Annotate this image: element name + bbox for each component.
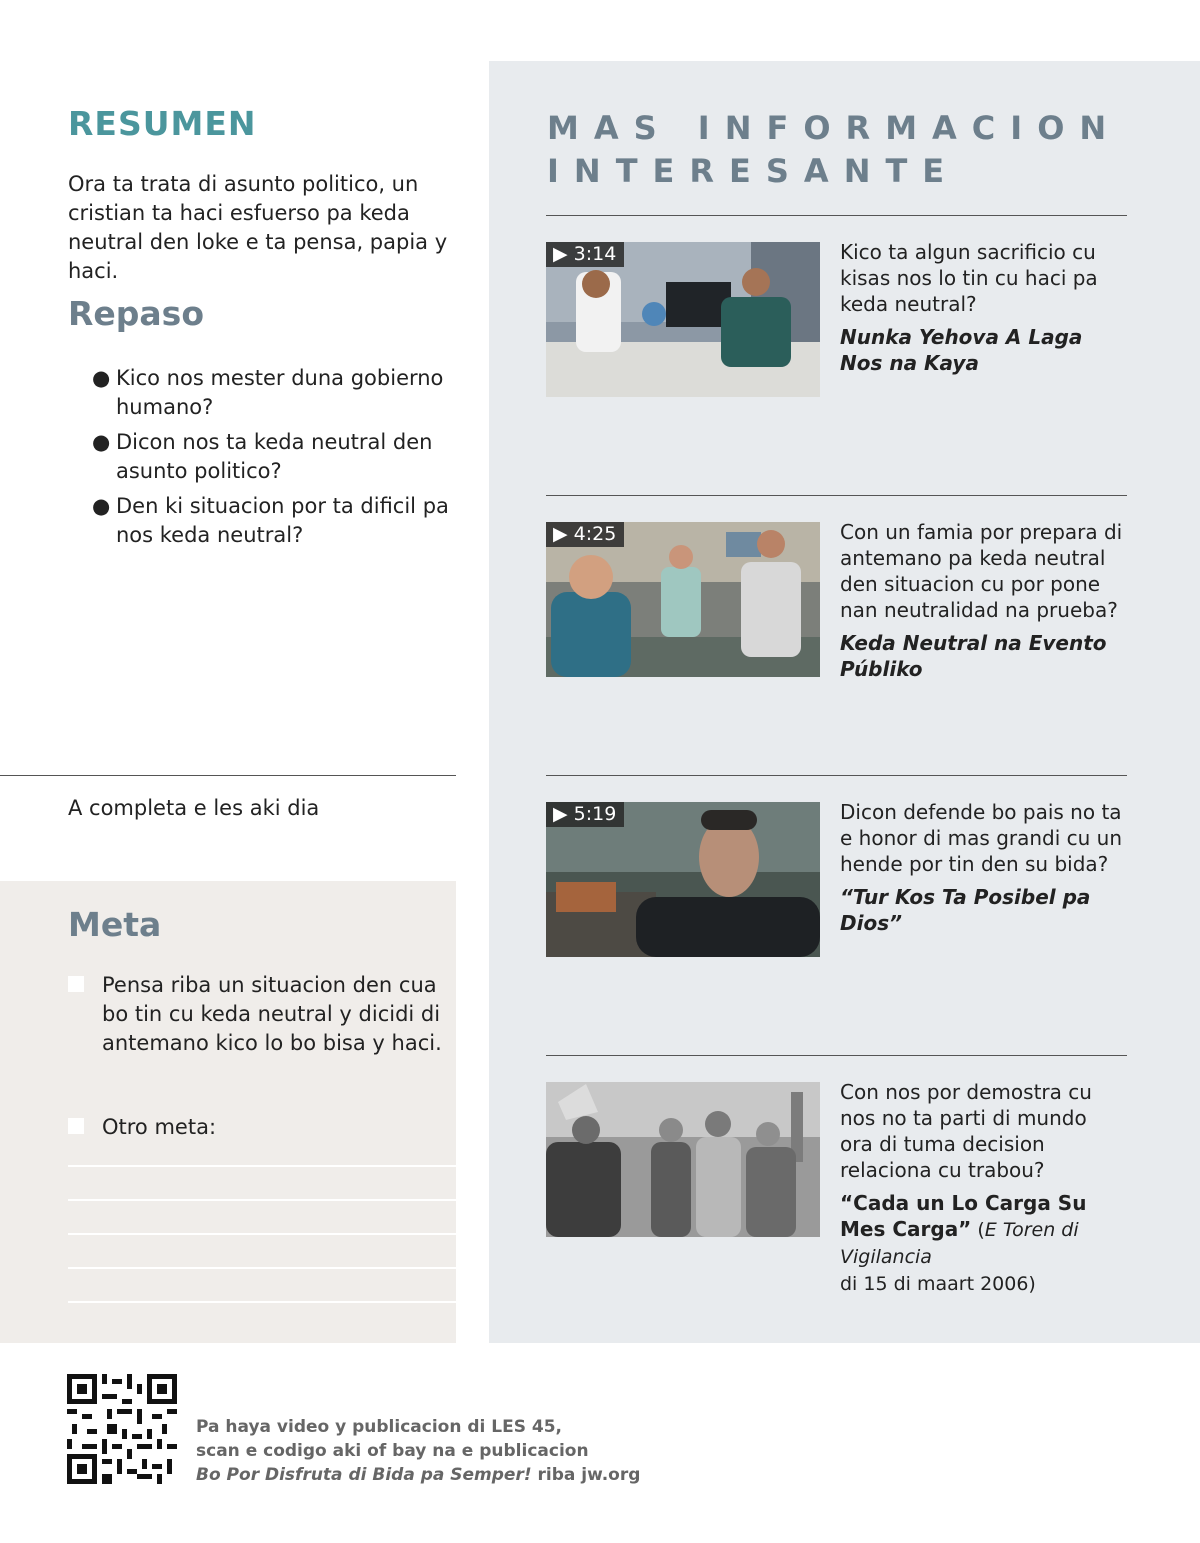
write-in-line[interactable] [68, 1267, 456, 1269]
bullet-icon: ● [92, 494, 111, 518]
ancient-court-illustration [546, 1082, 820, 1237]
article-source-publication: E Toren di Vigilancia [840, 1219, 1079, 1268]
divider [546, 495, 1127, 496]
more-info-heading-line: INTERESANTE [547, 152, 960, 190]
repaso-item-text: Kico nos mester duna gobierno humano? [116, 366, 444, 419]
divider [0, 775, 456, 776]
resumen-text: Ora ta trata di asunto politico, un cristian ta haci esfuerso pa keda neutral den loke e ta pensa, papia y haci. [68, 172, 448, 283]
article-title: “Cada un Lo Carga Su Mes Carga” [840, 1191, 1087, 1241]
video-question: Con un famia por prepara di antemano pa keda neutral den situacion cu por pone nan neutralidad na prueba? [840, 520, 1123, 622]
repaso-item-text: Dicon nos ta keda neutral den asunto politico? [116, 430, 433, 483]
video-info [840, 239, 1125, 376]
repaso-item [92, 364, 452, 422]
goal-checkbox[interactable] [68, 976, 84, 992]
video-info [840, 519, 1125, 682]
completion-line: A completa e les aki dia [68, 796, 320, 820]
repaso-item [92, 428, 452, 486]
write-in-line[interactable] [68, 1199, 456, 1201]
more-info-panel [489, 61, 1200, 1343]
video-duration-badge: ▶ 5:19 [546, 802, 624, 827]
repaso-list [92, 364, 452, 556]
footer-line: scan e codigo aki of bay na e publicacion [196, 1441, 589, 1461]
article-question: Con nos por demostra cu nos no ta parti di mundo ora di tuma decision relaciona cu trabou? [840, 1080, 1092, 1182]
goal-checkbox[interactable] [68, 1118, 84, 1134]
more-info-heading [547, 107, 1121, 193]
divider [546, 1055, 1127, 1056]
meta-goal-text: Pensa riba un situacion den cua bo tin cu keda neutral y dicidi di antemano kico lo bo bisa y haci. [102, 973, 442, 1055]
divider [546, 215, 1127, 216]
article-reference[interactable] [840, 1190, 1125, 1297]
repaso-item [92, 492, 452, 550]
meta-goal-item [68, 1113, 443, 1142]
video-info [840, 799, 1125, 936]
footer-note [196, 1415, 640, 1487]
bullet-icon: ● [92, 430, 111, 454]
repaso-item-text: Den ki situacion por ta dificil pa nos keda neutral? [116, 494, 449, 547]
footer-book-title: Bo Por Disfruta di Bida pa Semper! [196, 1465, 532, 1485]
video-question: Dicon defende bo pais no ta e honor di mas grandi cu un hende por tin den su bida? [840, 800, 1123, 876]
more-info-heading-line: MAS INFORMACION [547, 109, 1122, 147]
article-source-date: di 15 di maart 2006) [840, 1273, 1036, 1295]
meta-goal-item [68, 971, 443, 1058]
divider [546, 775, 1127, 776]
video-thumbnail[interactable] [546, 242, 820, 397]
meta-heading: Meta [68, 905, 162, 944]
video-title[interactable]: Nunka Yehova A Laga Nos na Kaya [840, 325, 1083, 375]
resumen-heading: RESUMEN [68, 104, 257, 143]
repaso-heading: Repaso [68, 294, 204, 333]
write-in-line[interactable] [68, 1301, 456, 1303]
video-duration-badge: ▶ 4:25 [546, 522, 624, 547]
footer-line [196, 1463, 640, 1487]
meta-goal-text: Otro meta: [102, 1115, 217, 1139]
article-illustration[interactable] [546, 1082, 820, 1237]
qr-code-icon[interactable] [67, 1374, 177, 1484]
video-question: Kico ta algun sacrificio cu kisas nos lo tin cu haci pa keda neutral? [840, 240, 1098, 316]
footer-line: Pa haya video y publicacion di LES 45, [196, 1417, 563, 1437]
article-source-open: ( [971, 1219, 985, 1241]
video-title[interactable]: “Tur Kos Ta Posibel pa Dios” [840, 885, 1091, 935]
footer-site[interactable]: riba jw.org [531, 1465, 641, 1485]
video-duration-badge: ▶ 3:14 [546, 242, 624, 267]
video-thumbnail[interactable] [546, 802, 820, 957]
write-in-line[interactable] [68, 1165, 456, 1167]
write-in-line[interactable] [68, 1233, 456, 1235]
video-title[interactable]: Keda Neutral na Evento Públiko [840, 631, 1107, 681]
article-info [840, 1079, 1125, 1297]
meta-panel [0, 881, 456, 1343]
bullet-icon: ● [92, 366, 111, 390]
video-thumbnail[interactable] [546, 522, 820, 677]
